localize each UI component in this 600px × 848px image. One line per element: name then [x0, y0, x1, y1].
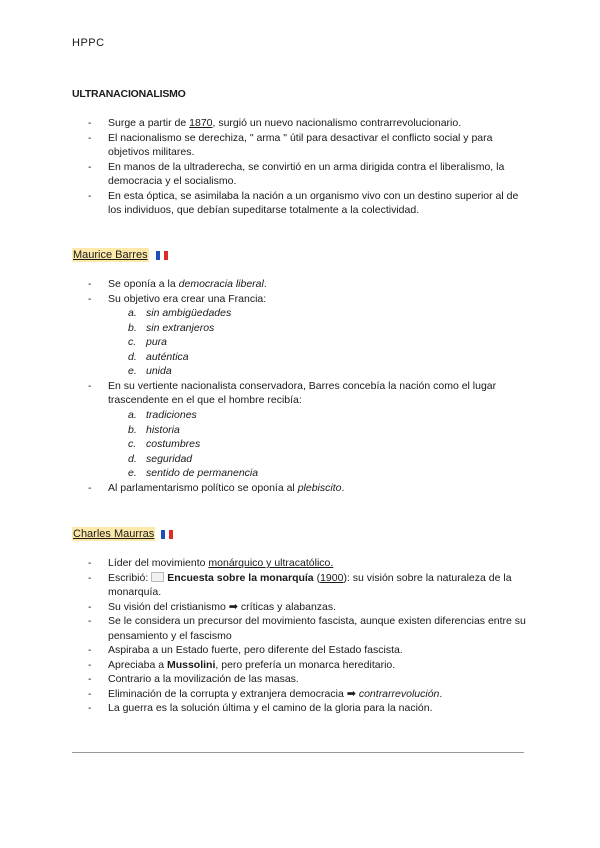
- list-item: a. tradiciones: [128, 408, 197, 421]
- intro-list: [88, 116, 533, 218]
- list-item: - Aspiraba a un Estado fuerte, pero diferente del Estado fascista.: [88, 643, 533, 658]
- france-flag-icon: [161, 530, 173, 539]
- france-goals-list: [108, 306, 533, 379]
- maurras-heading: Charles Maurras: [73, 528, 155, 540]
- list-item: - Su visión del cristianismo ➡ críticas y alabanzas.: [88, 600, 533, 615]
- list-item: c. costumbres: [128, 438, 201, 451]
- section-title: ULTRANACIONALISMO: [72, 88, 186, 100]
- list-item: d. seguridad: [128, 452, 193, 465]
- barres-heading: Maurice Barres: [73, 249, 148, 261]
- list-item: - Escribió: Encuesta sobre la monarquía (1900): su visión sobre la naturaleza de la monarquía.: [88, 571, 533, 600]
- list-item: - En manos de la ultraderecha, se convirtió en un arma dirigida contra el liberalismo, la democracia y el socialismo.: [88, 160, 533, 189]
- list-item: e. sentido de permanencia: [128, 467, 259, 480]
- page-divider: [72, 752, 524, 753]
- barres-list: [88, 277, 533, 495]
- list-item: - Apreciaba a Mussolini, pero prefería un monarca hereditario.: [88, 658, 533, 673]
- book-icon: [151, 572, 164, 582]
- list-item: e. unida: [128, 365, 172, 378]
- maurras-list: [88, 556, 533, 716]
- list-item: - Líder del movimiento monárquico y ultracatólico.: [88, 556, 533, 571]
- right-arrow-icon: ➡: [346, 687, 356, 700]
- list-item: - Eliminación de la corrupta y extranjera democracia ➡ contrarrevolución.: [88, 687, 533, 702]
- list-item: - Surge a partir de 1870, surgió un nuevo nacionalismo contrarrevolucionario.: [88, 116, 533, 131]
- list-item: - El nacionalismo se derechiza, " arma " útil para desactivar el conflicto social y para objetivos militares.: [88, 131, 533, 160]
- list-item: - Contrario a la movilización de las masas.: [88, 672, 533, 687]
- page-header: HPPC: [72, 37, 105, 49]
- list-item: - Su objetivo era crear una Francia: a. sin ambigüedades b. sin extranjeros c. pura d. auténtica e. unida: [88, 292, 533, 379]
- list-item: - En esta óptica, se asimilaba la nación a un organismo vivo con un destino superior al de los individuos, que debían supeditarse totalmente a la colectividad.: [88, 189, 533, 218]
- right-arrow-icon: ➡: [228, 600, 239, 613]
- list-item: - La guerra es la solución última y el camino de la gloria para la nación.: [88, 701, 533, 716]
- list-item: - En su vertiente nacionalista conservadora, Barres concebía la nación como el lugar trascendente en el que el hombre recibía: a. tradiciones b. historia c. costumbres d. seguridad e. sentido de permanencia: [88, 379, 533, 481]
- list-item: c. pura: [128, 336, 168, 349]
- list-item: - Se le considera un precursor del movimiento fascista, aunque existen diferencias entre su pensamiento y el fascismo: [88, 614, 533, 643]
- list-item: a. sin ambigüedades: [128, 307, 232, 319]
- list-item: - Al parlamentarismo político se oponía al plebiscito.: [88, 481, 533, 496]
- list-item: b. sin extranjeros: [128, 321, 215, 334]
- list-item: b. historia: [128, 423, 180, 436]
- list-item: d. auténtica: [128, 350, 189, 363]
- nation-gifts-list: [108, 408, 533, 481]
- year-link: 1870: [189, 117, 213, 129]
- list-item: - Se oponía a la democracia liberal.: [88, 277, 533, 292]
- france-flag-icon: [156, 251, 168, 260]
